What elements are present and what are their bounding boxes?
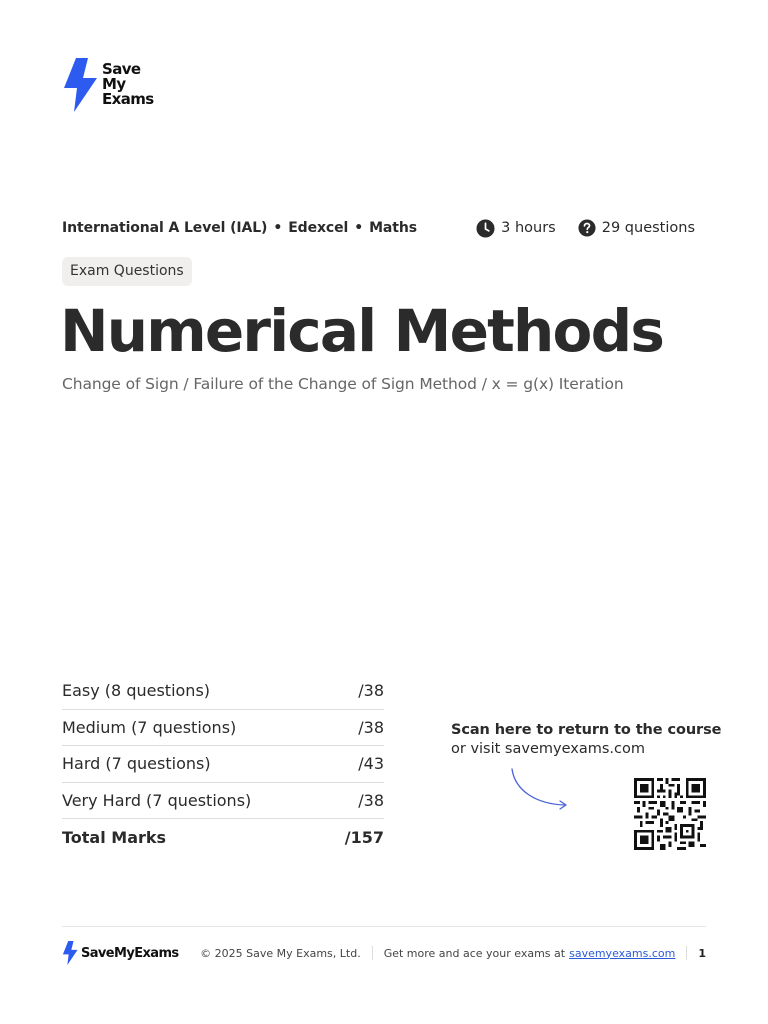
marks-row-very-hard <box>62 783 384 820</box>
scan-prompt <box>451 722 721 757</box>
page-subtitle: Change of Sign / Failure of the Change of Sign Method / x = g(x) Iteration <box>62 375 624 393</box>
breadcrumb-board: Edexcel <box>288 220 349 236</box>
footer-divider <box>62 926 706 927</box>
footer-separator <box>372 946 373 960</box>
marks-label: Very Hard (7 questions) <box>62 790 252 810</box>
footer-cta: Get more and ace your exams at <box>383 946 566 960</box>
breadcrumb-subject: Maths <box>369 220 417 236</box>
logo-word-exams: Exams <box>102 90 154 108</box>
marks-row-hard <box>62 746 384 783</box>
questions-info <box>578 219 695 237</box>
exam-questions-tag: Exam Questions <box>62 257 192 286</box>
footer-info <box>200 946 706 960</box>
marks-label: Easy (8 questions) <box>62 681 211 701</box>
lightning-bolt-icon <box>62 58 98 112</box>
qr-code[interactable] <box>633 778 707 850</box>
page-number: 1 <box>698 946 706 960</box>
total-label: Total Marks <box>62 827 167 847</box>
marks-value: /38 <box>358 717 384 737</box>
total-value: /157 <box>344 827 384 847</box>
footer-wordmark: SaveMyExams <box>81 945 179 961</box>
page-title: Numerical Methods <box>60 297 664 365</box>
exam-info <box>476 219 695 238</box>
duration-info <box>476 219 556 238</box>
curved-arrow-icon <box>507 766 573 814</box>
marks-row-total <box>62 819 384 856</box>
footer-logo <box>62 941 179 965</box>
copyright-text: © 2025 Save My Exams, Ltd. <box>200 946 361 960</box>
breadcrumb-level: International A Level (IAL) <box>62 220 268 236</box>
marks-value: /38 <box>358 790 384 810</box>
breadcrumb <box>62 220 417 236</box>
marks-label: Medium (7 questions) <box>62 717 237 737</box>
marks-label: Hard (7 questions) <box>62 754 211 774</box>
logo-word-save: Save <box>102 60 141 78</box>
footer-separator <box>686 946 687 960</box>
scan-title: Scan here to return to the course <box>451 722 722 738</box>
marks-table <box>62 673 384 856</box>
clock-icon <box>476 219 495 238</box>
footer <box>62 940 706 966</box>
meta-row <box>62 218 695 238</box>
logo-wordmark <box>102 62 154 107</box>
duration-text: 3 hours <box>501 220 556 236</box>
brand-logo <box>62 58 154 112</box>
marks-value: /43 <box>358 754 384 774</box>
logo-word-my: My <box>102 75 126 93</box>
questions-count: 29 questions <box>601 220 695 236</box>
breadcrumb-separator: • <box>354 220 364 236</box>
scan-subtitle: or visit savemyexams.com <box>451 741 645 757</box>
website-link[interactable]: savemyexams.com <box>569 946 676 960</box>
marks-row-medium <box>62 710 384 747</box>
breadcrumb-separator: • <box>273 220 283 236</box>
marks-row-easy <box>62 673 384 710</box>
lightning-bolt-icon <box>62 941 78 965</box>
marks-value: /38 <box>358 681 384 701</box>
question-circle-icon <box>578 219 596 237</box>
